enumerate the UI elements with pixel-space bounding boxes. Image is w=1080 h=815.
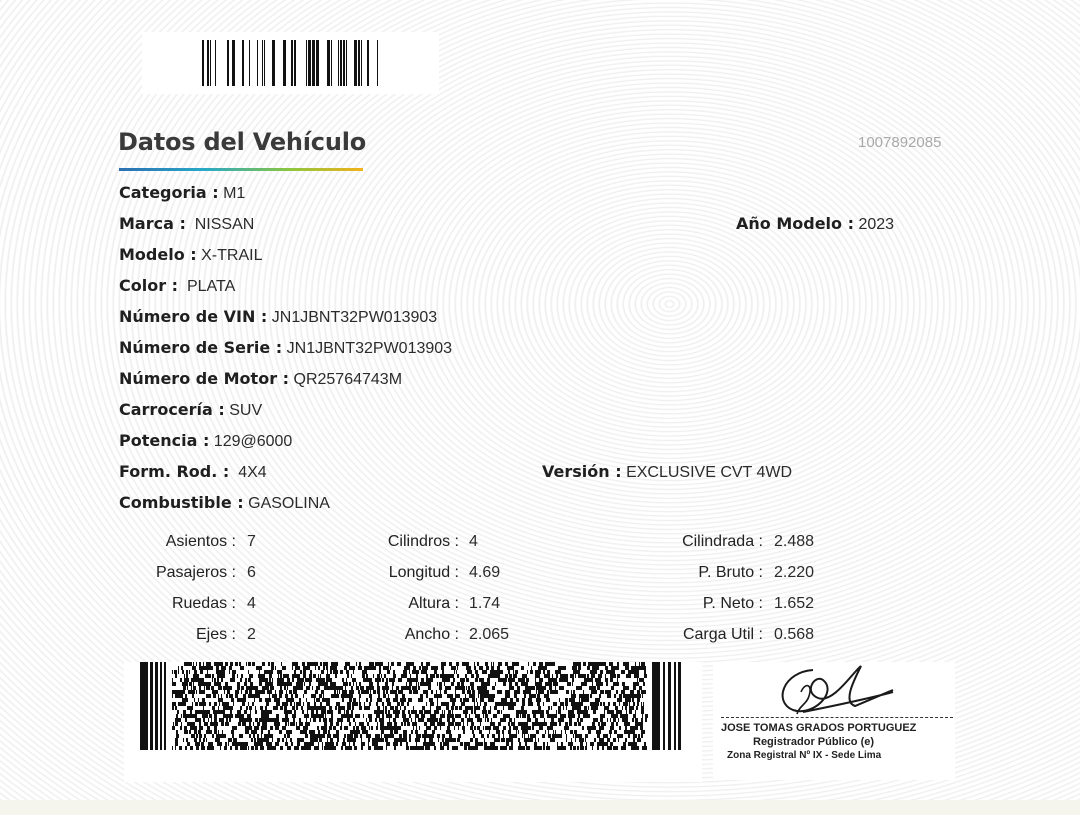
- field-value: SUV: [229, 402, 263, 419]
- pdf417-barcode-icon: [140, 662, 684, 750]
- field-value: M1: [223, 185, 246, 202]
- field-combustible: [119, 493, 330, 514]
- spec-altura-value: 1.74: [469, 595, 501, 612]
- field-value: QR25764743M: [293, 371, 403, 388]
- title-underline: [119, 168, 363, 171]
- field-value: JN1JBNT32PW013903: [286, 340, 453, 357]
- spec-ancho-value: 2.065: [469, 626, 510, 643]
- field-label: Número de Motor :: [119, 369, 290, 388]
- field-color: [119, 276, 235, 297]
- field-anio-modelo: [736, 214, 894, 235]
- spec-ejes-value: 2: [247, 626, 256, 643]
- barcode-icon: [202, 40, 380, 86]
- field-label: Año Modelo :: [736, 214, 854, 233]
- spec-ruedas-value: 4: [247, 595, 256, 612]
- spec-p-neto-value: 1.652: [774, 595, 815, 612]
- field-motor: [119, 369, 402, 390]
- signer-role: Registrador Público (e): [753, 736, 875, 748]
- page-title: Datos del Vehículo: [118, 128, 367, 156]
- spec-carga-util-value: 0.568: [774, 626, 815, 643]
- field-label: Carrocería :: [119, 400, 225, 419]
- field-serie: [119, 338, 452, 359]
- signer-name: JOSE TOMAS GRADOS PORTUGUEZ: [721, 722, 917, 734]
- spec-cilindrada-value: 2.488: [774, 533, 815, 550]
- field-label: Combustible :: [119, 493, 244, 512]
- spec-longitud-label: Longitud :: [388, 564, 459, 581]
- field-label: Modelo :: [119, 245, 197, 264]
- field-label: Marca :: [119, 214, 186, 233]
- spec-p-bruto-value: 2.220: [774, 564, 815, 581]
- field-label: Categoria :: [119, 183, 219, 202]
- field-label: Número de Serie :: [119, 338, 283, 357]
- field-label: Número de VIN :: [119, 307, 268, 326]
- field-potencia: [119, 431, 292, 452]
- spec-asientos-value: 7: [247, 533, 256, 550]
- field-value: PLATA: [186, 278, 236, 295]
- signature-icon: [743, 662, 903, 728]
- field-value: 2023: [858, 216, 895, 233]
- spec-altura-label: Altura :: [408, 595, 459, 612]
- signature-line: [721, 717, 953, 718]
- bottom-strip: [0, 800, 1080, 815]
- field-value: EXCLUSIVE CVT 4WD: [626, 464, 793, 481]
- spec-asientos-label: Asientos :: [165, 533, 236, 550]
- signature-block: [713, 662, 955, 780]
- field-value: X-TRAIL: [201, 247, 263, 264]
- spec-ancho-label: Ancho :: [404, 626, 459, 643]
- document-number: 1007892085: [858, 134, 942, 151]
- field-label: Color :: [119, 276, 179, 295]
- signer-zone: Zona Registral Nº IX - Sede Lima: [727, 750, 882, 761]
- field-value: 129@6000: [213, 433, 293, 450]
- spec-cilindros-label: Cilindros :: [387, 533, 459, 550]
- field-value: GASOLINA: [248, 495, 330, 512]
- spec-longitud-value: 4.69: [469, 564, 501, 581]
- pdf417-barcode: [124, 662, 702, 782]
- spec-ejes-label: Ejes :: [195, 626, 236, 643]
- field-value: JN1JBNT32PW013903: [271, 309, 438, 326]
- field-label: Versión :: [542, 462, 622, 481]
- field-label: Potencia :: [119, 431, 210, 450]
- field-marca: [119, 214, 254, 235]
- field-categoria: [119, 183, 245, 204]
- spec-pasajeros-label: Pasajeros :: [155, 564, 236, 581]
- field-carroceria: [119, 400, 262, 421]
- spec-p-bruto-label: P. Bruto :: [698, 564, 763, 581]
- field-version: [542, 462, 792, 483]
- spec-pasajeros-value: 6: [247, 564, 256, 581]
- field-value: 4X4: [238, 464, 267, 481]
- spec-p-neto-label: P. Neto :: [702, 595, 763, 612]
- field-modelo: [119, 245, 262, 266]
- spec-ruedas-label: Ruedas :: [171, 595, 236, 612]
- field-label: Form. Rod. :: [119, 462, 230, 481]
- spec-cilindros-value: 4: [469, 533, 478, 550]
- field-vin: [119, 307, 437, 328]
- field-form-rod: [119, 462, 267, 483]
- spec-carga-util-label: Carga Util :: [682, 626, 763, 643]
- top-barcode: [142, 32, 439, 94]
- field-value: NISSAN: [194, 216, 255, 233]
- spec-cilindrada-label: Cilindrada :: [682, 533, 763, 550]
